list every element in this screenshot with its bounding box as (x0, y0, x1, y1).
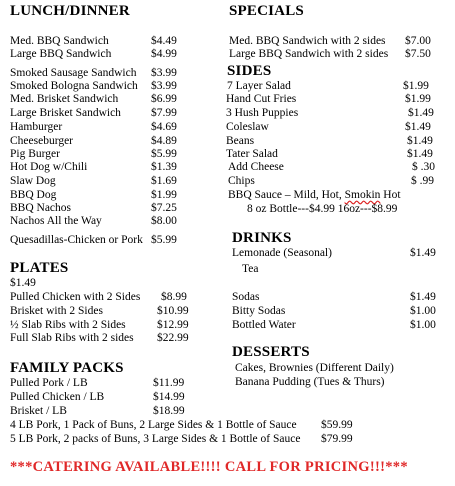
menu-item-name: BBQ Nachos (10, 202, 72, 214)
menu-item-name: Slaw Dog (10, 175, 56, 187)
menu-item-price: $4.89 (151, 135, 177, 147)
menu-item-name: Bottled Water (232, 319, 296, 331)
menu-item-name: Hand Cut Fries (226, 93, 297, 105)
menu-item-name: Sodas (232, 291, 260, 303)
menu-item-price: $1.00 (410, 319, 436, 331)
menu-item-name: Tater Salad (226, 148, 278, 160)
specials-heading: SPECIALS (229, 3, 304, 19)
menu-item-name: Lemonade (Seasonal) (232, 247, 332, 259)
menu-item-price: $1.49 (405, 121, 431, 133)
catering-banner: ***CATERING AVAILABLE!!!! CALL FOR PRICING!!!*** (10, 459, 408, 475)
family-pack-name: 5 LB Pork, 2 packs of Buns, 3 Large Sides & 1 Bottle of Sauce (10, 433, 301, 445)
menu-item-price: $7.99 (151, 107, 177, 119)
menu-item-name: Bitty Sodas (232, 305, 286, 317)
menu-item-name: Cheeseburger (10, 135, 74, 147)
menu-item-name: Chips (228, 175, 255, 187)
bbq-sauce-hot: Hot (380, 189, 401, 201)
menu-item-price: $11.99 (153, 377, 185, 389)
plates-base-price: $1.49 (10, 277, 36, 289)
family-pack-price: $59.99 (321, 419, 353, 431)
dessert-item: Cakes, Brownies (Different Daily) (235, 362, 394, 374)
menu-item-price: $4.49 (151, 35, 177, 47)
menu-item-price: $5.99 (151, 234, 177, 246)
menu-item-price: $1.49 (410, 291, 436, 303)
bbq-sauce-line (228, 189, 401, 202)
menu-item-price: $1.49 (408, 107, 434, 119)
menu-item-name: 3 Hush Puppies (226, 107, 299, 119)
menu-item-name: Large Brisket Sandwich (10, 107, 121, 119)
lunch-dinner-heading: LUNCH/DINNER (10, 3, 130, 19)
family-pack-price: $79.99 (321, 433, 353, 445)
dessert-item: Banana Pudding (Tues & Thurs) (235, 376, 385, 388)
drinks-heading: DRINKS (232, 230, 292, 246)
menu-item-name: Pulled Pork / LB (10, 377, 88, 389)
menu-item-price: $1.49 (407, 135, 433, 147)
menu-item-name: ½ Slab Ribs with 2 Sides (10, 319, 126, 331)
menu-item-name: Smoked Sausage Sandwich (10, 67, 137, 79)
menu-item-name: Add Cheese (228, 161, 284, 173)
menu-item-price: $12.99 (157, 319, 189, 331)
menu-item-price: $7.25 (151, 202, 177, 214)
menu-item-price: $8.99 (161, 291, 187, 303)
menu-item-name: Tea (242, 263, 259, 275)
menu-item-name: Pulled Chicken / LB (10, 391, 105, 403)
bbq-sauce-prices: 8 oz Bottle---$4.99 16oz---$8.99 (247, 203, 398, 215)
desserts-heading: DESSERTS (232, 344, 310, 360)
menu-item-name: Med. Brisket Sandwich (10, 93, 119, 105)
menu-item-price: $4.99 (151, 48, 177, 60)
menu-item-price: $1.99 (405, 93, 431, 105)
menu-item-price: $8.00 (151, 215, 177, 227)
menu-item-name: Pulled Chicken with 2 Sides (10, 291, 141, 303)
menu-item-price: $1.99 (151, 189, 177, 201)
menu-item-price: $3.99 (151, 80, 177, 92)
family-pack-name: 4 LB Pork, 1 Pack of Buns, 2 Large Sides & 1 Bottle of Sauce (10, 419, 297, 431)
menu-item-price: $18.99 (153, 405, 185, 417)
menu-item-name: Smoked Bologna Sandwich (10, 80, 138, 92)
family-packs-heading: FAMILY PACKS (10, 360, 124, 376)
menu-item-name: 7 Layer Salad (227, 80, 291, 92)
menu-item-price: $10.99 (157, 305, 189, 317)
menu-item-name: Pig Burger (10, 148, 60, 160)
menu-item-price: $3.99 (151, 67, 177, 79)
menu-item-price: $7.50 (405, 48, 431, 60)
menu-item-price: $7.00 (405, 35, 431, 47)
menu-item-price: $5.99 (151, 148, 177, 160)
menu-item-name: Nachos All the Way (10, 215, 102, 227)
bbq-sauce-text: BBQ Sauce – Mild, Hot, (228, 189, 345, 201)
menu-item-name: Hot Dog w/Chili (10, 161, 88, 173)
plates-heading: PLATES (10, 260, 69, 276)
menu-item-price: $1.00 (410, 305, 436, 317)
menu-item-name: Med. BBQ Sandwich (10, 35, 109, 47)
menu-item-price: $1.99 (403, 80, 429, 92)
bbq-sauce-smokin: Smokin (344, 189, 381, 201)
menu-item-price: $14.99 (153, 391, 185, 403)
menu-item-price: $ .99 (411, 175, 434, 187)
menu-item-name: Large BBQ Sandwich with 2 sides (229, 48, 389, 60)
menu-item-price: $1.49 (407, 148, 433, 160)
menu-item-name: Coleslaw (226, 121, 269, 133)
menu-item-name: Quesadillas-Chicken or Pork (10, 234, 143, 246)
menu-item-price: $1.39 (151, 161, 177, 173)
menu-item-name: Large BBQ Sandwich (10, 48, 112, 60)
menu-item-price: $1.69 (151, 175, 177, 187)
menu-item-price: $22.99 (157, 332, 189, 344)
menu-item-name: Hamburger (10, 121, 63, 133)
sides-heading: SIDES (227, 63, 272, 79)
menu-item-name: Brisket with 2 Sides (10, 305, 103, 317)
menu-item-price: $1.49 (410, 247, 436, 259)
menu-item-price: $4.69 (151, 121, 177, 133)
menu-item-name: Full Slab Ribs with 2 sides (10, 332, 134, 344)
menu-item-price: $6.99 (151, 93, 177, 105)
menu-item-name: Brisket / LB (10, 405, 67, 417)
menu-item-name: BBQ Dog (10, 189, 57, 201)
menu-item-name: Beans (226, 135, 255, 147)
menu-item-name: Med. BBQ Sandwich with 2 sides (229, 35, 386, 47)
menu-item-price: $ .30 (412, 161, 435, 173)
